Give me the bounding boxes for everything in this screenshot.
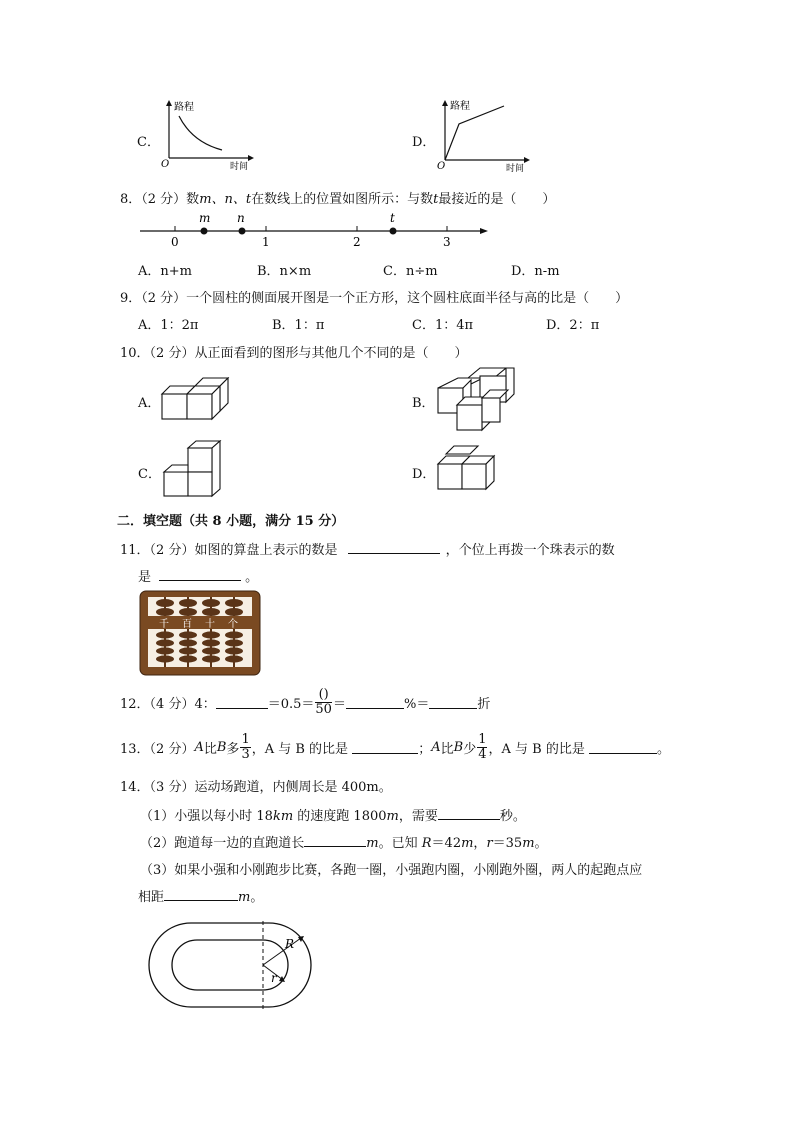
q10-cubes-b: [434, 366, 518, 432]
q12-blank-3[interactable]: [429, 696, 477, 709]
q9-option-c: C．1：4π: [412, 318, 474, 333]
q10-option-a-label: A．: [138, 396, 161, 411]
q8-option-d: D．n-m: [511, 264, 560, 279]
tick-label-3: 3: [443, 235, 451, 249]
tick-label-0: 0: [171, 235, 179, 249]
abacus-label-hundreds: 百: [182, 619, 192, 630]
q13-blank-2[interactable]: [589, 741, 657, 754]
q9-option-a: A．1：2π: [138, 318, 199, 333]
q14-part-1: （1）小强以每小时 18km 的速度跑 1800m，需要 秒。: [140, 809, 526, 824]
q14-blank-3[interactable]: [164, 888, 238, 901]
point-n: [239, 228, 246, 235]
y-axis-label: 路程: [174, 102, 194, 113]
q12-blank-1[interactable]: [216, 696, 268, 709]
q13-blank-1[interactable]: [352, 741, 418, 754]
radius-R-label: R: [285, 937, 295, 951]
q14-blank-1[interactable]: [438, 807, 500, 820]
q10-cubes-a: [158, 377, 238, 423]
q11-blank-2[interactable]: [159, 568, 241, 581]
x-axis-label: 时间: [230, 162, 249, 170]
point-m: [201, 228, 208, 235]
tick-label-2: 2: [353, 235, 361, 249]
q11-blank-1[interactable]: [348, 541, 440, 554]
q9-option-d: D．2：π: [546, 318, 600, 333]
q12-line: 12．（4 分）4： ＝0.5＝ $\frac{()}{50}$ ＝ %＝ 折: [120, 687, 491, 717]
point-t: [390, 228, 397, 235]
origin-label: O: [437, 161, 446, 172]
abacus-label-thousands: 千: [159, 619, 169, 630]
outer-track: [149, 923, 311, 1007]
q14-track-diagram: [146, 918, 318, 1012]
q10-cubes-c: [160, 440, 224, 498]
q9-stem: 9．（2 分）一个圆柱的侧面展开图是一个正方形，这个圆柱底面半径与高的比是（ ）: [120, 291, 629, 306]
q10-option-d-label: D．: [412, 467, 436, 482]
point-label-m: m: [199, 211, 211, 225]
q8-option-b: B．n×m: [257, 264, 312, 279]
x-axis-label: 时间: [506, 164, 525, 172]
polyline-path: [445, 106, 504, 160]
q10-option-b-label: B．: [412, 396, 435, 411]
q11-abacus: [138, 589, 262, 677]
point-label-n: n: [237, 211, 245, 225]
q14-blank-2[interactable]: [304, 834, 366, 847]
origin-label: O: [161, 159, 170, 170]
q11-line-1: 11．（2 分）如图的算盘上表示的数是 ，个位上再拨一个珠表示的数: [120, 543, 615, 558]
y-axis-arrow: [166, 100, 172, 106]
q10-cubes-d: [434, 445, 500, 495]
q12-blank-2[interactable]: [346, 696, 404, 709]
q8-option-a: A．n+m: [138, 264, 192, 279]
q10-option-c-label: C．: [138, 467, 161, 482]
q9-option-b: B．1：π: [272, 318, 325, 333]
q13-line: 13．（2 分）A比B多 $\frac{1}{3}$ ，A 与 B 的比是 ；A比B少 $\frac{1}{4}$ ，A 与 B 的比是 。: [120, 732, 670, 762]
q8-number-line: [136, 210, 496, 254]
q10-stem: 10．（2 分）从正面看到的图形与其他几个不同的是（ ）: [120, 346, 468, 361]
q7-graph-d: [428, 96, 532, 172]
q14-part-3-line-2: 相距 m。: [138, 890, 264, 905]
tick-label-1: 1: [262, 235, 270, 249]
q8-stem: 8．（2 分）数m、n、t在数线上的位置如图所示：与数t最接近的是（ ）: [120, 192, 556, 207]
q7-graph-c: [152, 98, 256, 170]
q14-part-3-line-1: （3）如果小强和小刚跑步比赛，各跑一圈，小强跑内圈，小刚跑外圈，两人的起跑点应: [140, 863, 643, 878]
abacus-label-ones: 个: [228, 619, 238, 630]
q14-stem: 14．（3 分）运动场跑道，内侧周长是 400m。: [120, 780, 392, 795]
radius-r-label: r: [271, 971, 277, 985]
point-label-t: t: [390, 211, 395, 225]
decreasing-curve: [179, 116, 222, 150]
q12-frac-denominator: 50: [315, 702, 332, 717]
x-axis-arrow: [248, 155, 254, 161]
section-2-title: 二．填空题（共 8 小题，满分 15 分）: [117, 514, 345, 529]
q7-option-c-label: C．: [137, 135, 160, 150]
q14-part-2: （2）跑道每一边的直跑道长 m。已知 R＝42m，r＝35m。: [140, 836, 548, 851]
q7-option-d-label: D．: [412, 135, 436, 150]
q8-option-c: C．n÷m: [383, 264, 438, 279]
abacus-label-tens: 十: [205, 619, 215, 630]
q12-frac-numerator: (): [315, 688, 332, 703]
y-axis-label: 路程: [450, 101, 470, 112]
q11-line-2: 是 。: [138, 570, 259, 585]
